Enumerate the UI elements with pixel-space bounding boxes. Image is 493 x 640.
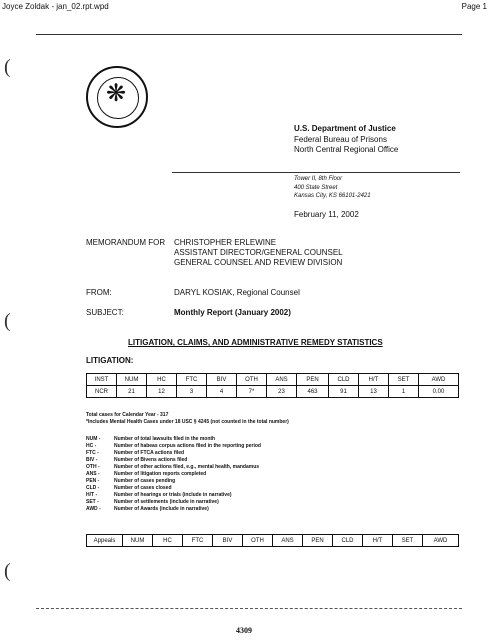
abbreviation-legend: [86, 436, 261, 513]
list-item: HC - Number of habeas corpus actions filed in the reporting period: [86, 443, 261, 449]
table-header-cell: AWD: [419, 374, 459, 386]
table-header-cell: OTH: [243, 535, 273, 547]
punch-hole-mark: (: [4, 560, 11, 582]
table-cell: 7*: [237, 386, 267, 398]
litigation-heading: LITIGATION:: [86, 356, 134, 365]
table-header-cell: HC: [153, 535, 183, 547]
agency-name: U.S. Department of Justice: [294, 124, 396, 133]
table-header-cell: H/T: [363, 535, 393, 547]
table-cell: NCR: [87, 386, 117, 398]
page-indicator: Page 1: [461, 2, 487, 11]
list-item: FTC - Number of FTCA actions filed: [86, 450, 185, 456]
table-cell: 463: [297, 386, 329, 398]
memo-for-label: MEMORANDUM FOR: [86, 238, 166, 247]
table-header-cell: Appeals: [87, 535, 123, 547]
agency-address: [294, 175, 371, 201]
table-cell: 13: [359, 386, 389, 398]
doj-seal-icon: ❋: [86, 66, 148, 128]
table-header-cell: H/T: [359, 374, 389, 386]
memo-from-label: FROM:: [86, 288, 112, 297]
list-item: H/T - Number of hearings or trials (include in narrative): [86, 492, 232, 498]
list-item: NUM - Number of total lawsuits filed in the month: [86, 436, 216, 442]
address-line: Kansas City, KS 66101-2421: [294, 193, 371, 199]
list-item: SET - Number of settlements (include in narrative): [86, 499, 219, 505]
table-header-cell: OTH: [237, 374, 267, 386]
table-header-cell: FTC: [177, 374, 207, 386]
agency-block: [294, 124, 398, 156]
litigation-table: [86, 373, 459, 398]
table-cell: 21: [117, 386, 147, 398]
table-cell: 3: [177, 386, 207, 398]
table-notes: [86, 412, 289, 426]
table-header-cell: NUM: [117, 374, 147, 386]
bottom-rule: [36, 608, 462, 609]
note-footnote: *Includes Mental Health Cases under 18 USC § 4245 (not counted in the total number): [86, 418, 289, 425]
report-title: LITIGATION, CLAIMS, AND ADMINISTRATIVE REMEDY STATISTICS: [128, 338, 383, 347]
file-name: Joyce Zoldak - jan_02.rpt.wpd: [2, 2, 109, 11]
list-item: AWD - Number of Awards (include in narrative): [86, 506, 209, 512]
table-header-cell: SET: [393, 535, 423, 547]
table-header-cell: NUM: [123, 535, 153, 547]
table-header-cell: ANS: [273, 535, 303, 547]
table-header-cell: CLD: [333, 535, 363, 547]
table-header-row: [87, 535, 459, 547]
list-item: BIV - Number of Bivens actions filed: [86, 457, 188, 463]
table-cell: 0.00: [419, 386, 459, 398]
address-rule: [172, 172, 460, 173]
agency-office: North Central Regional Office: [294, 145, 399, 154]
table-cell: 12: [147, 386, 177, 398]
table-header-cell: HC: [147, 374, 177, 386]
table-header-cell: CLD: [329, 374, 359, 386]
bates-number: 4309: [236, 626, 252, 635]
table-cell: 1: [389, 386, 419, 398]
table-header-cell: BIV: [213, 535, 243, 547]
list-item: PEN - Number of cases pending: [86, 478, 176, 484]
memo-date: February 11, 2002: [294, 210, 359, 219]
table-header-cell: SET: [389, 374, 419, 386]
agency-bureau: Federal Bureau of Prisons: [294, 134, 387, 144]
table-header-row: [87, 374, 459, 386]
punch-hole-mark: (: [4, 56, 11, 78]
memo-subject-label: SUBJECT:: [86, 308, 124, 317]
table-header-cell: AWD: [423, 535, 459, 547]
table-header-cell: PEN: [297, 374, 329, 386]
top-rule: [36, 34, 462, 35]
table-header-cell: PEN: [303, 535, 333, 547]
table-cell: 23: [267, 386, 297, 398]
punch-hole-mark: (: [4, 310, 11, 332]
memo-for-recipient: CHRISTOPHER ERLEWINE ASSISTANT DIRECTOR/GENERAL COUNSEL GENERAL COUNSEL AND REVIEW DIVISION: [174, 238, 343, 267]
address-line: Tower II, 8th Floor: [294, 176, 343, 182]
list-item: OTH - Number of other actions filed, e.g., mental health, mandamus: [86, 464, 260, 470]
list-item: CLD - Number of cases closed: [86, 485, 172, 491]
note-total: Total cases for Calendar Year - 317: [86, 412, 169, 418]
table-cell: 91: [329, 386, 359, 398]
table-header-cell: ANS: [267, 374, 297, 386]
address-line: 400 State Street: [294, 184, 338, 191]
table-header-cell: FTC: [183, 535, 213, 547]
memo-subject-value: Monthly Report (January 2002): [174, 308, 291, 317]
table-header-cell: INST: [87, 374, 117, 386]
memo-from-value: DARYL KOSIAK, Regional Counsel: [174, 288, 300, 297]
list-item: ANS - Number of litigation reports completed: [86, 471, 207, 477]
table-row: [87, 386, 459, 398]
table-cell: 4: [207, 386, 237, 398]
appeals-table: [86, 534, 459, 547]
table-header-cell: BIV: [207, 374, 237, 386]
